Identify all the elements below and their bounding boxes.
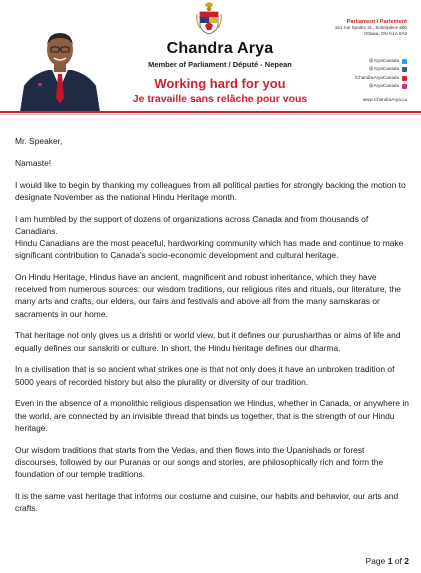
social-facebook-label[interactable]: @AryaCanada [368, 66, 399, 72]
contact-block [335, 19, 407, 38]
paragraph: Even in the absence of a monolithic religious dispensation we Hindus, whether in Canada, or anywhere in the world, are connected by an invisible thread that binds us together, that is the strength of our Hindu heritage. [15, 398, 409, 433]
parliament-crest-icon [196, 2, 222, 36]
greeting: Namaste! [15, 157, 52, 168]
address-line-1: 151 rue Sparks St., Suite/pièce 800 [334, 25, 407, 31]
parliament-label: Parliament / Parlement [346, 19, 407, 25]
letter-body [15, 135, 409, 524]
social-youtube-label[interactable]: /ChandraAryaCanada [354, 74, 399, 80]
facebook-icon [402, 67, 407, 72]
instagram-icon [402, 84, 407, 89]
social-twitter[interactable] [355, 57, 407, 65]
header-divider-grey [0, 114, 421, 115]
paragraph: That heritage not only gives us a drishti or world view, but it defines our purusharthas or aims of life and equally defines our sanskriti or culture. In short, the Hindu heritage defines our dharma. [15, 330, 401, 353]
website-link[interactable]: www.ChandraArya.ca [362, 97, 407, 102]
paragraph: I am humbled by the support of dozens of organizations across Canada and from thousands of Canadians. [15, 213, 369, 236]
page-current: 1 [387, 556, 393, 566]
paragraph: Our wisdom traditions that starts from the Vedas, and then flows into the Upanishads or forest discourses, followed by our Puranas or our songs and stories, are philosophically rich and form the foundation of our temple traditions. [15, 444, 384, 480]
paragraph: In a civilisation that is so ancient what strikes one is that not only does it have an unbroken tradition of 5000 years of recorded history but also the plurality or diversity of our tradition. [15, 364, 395, 387]
salutation: Mr. Speaker, [15, 136, 63, 146]
letterhead [0, 0, 421, 112]
social-links [355, 57, 407, 91]
paragraph: It is the same vast heritage that informs our costume and cuisine, our habits and behavior, our arts and crafts. [15, 490, 399, 514]
slogan-english: Working hard for you [154, 76, 286, 91]
header-divider-red [0, 111, 421, 113]
youtube-icon [402, 76, 407, 81]
portrait-photo [14, 28, 106, 112]
paragraph: Hindu Canadians are the most peaceful, hardworking community which has made and continue to make significant contribution to Canada’s socio-economic development and cultural heritage. [15, 238, 404, 261]
slogan-french: Je travaille sans relâche pour vous [132, 93, 308, 105]
mp-role: Member of Parliament / Député - Nepean [148, 60, 292, 69]
social-twitter-label[interactable]: @AryaCanada [368, 58, 399, 63]
page-of: of [392, 556, 405, 566]
address-line-2: Ottawa, ON K1A 0A5 [363, 31, 407, 37]
paragraph: On Hindu Heritage, Hindus have an ancient, magnificent and robust inheritance, which they have received from numerous sources: our wisdom traditions, our religious rites and rituals, our literature, the many arts and crafts, our elders, our fairs and festivals and above all from the many samskaras or sacraments in our home. [15, 272, 401, 319]
page-number [366, 556, 410, 566]
page-total: 2 [404, 556, 409, 566]
social-facebook[interactable] [355, 65, 407, 73]
page-prefix: Page [365, 556, 388, 566]
social-instagram[interactable] [355, 82, 407, 90]
social-instagram-label[interactable]: @AryaCanada [368, 83, 399, 89]
twitter-icon [402, 59, 407, 64]
mp-name: Chandra Arya [166, 40, 274, 57]
paragraph: I would like to begin by thanking my colleagues from all political parties for strongly backing the motion to designate November as the national Hindu Heritage month. [15, 179, 406, 202]
social-youtube[interactable] [355, 74, 407, 82]
